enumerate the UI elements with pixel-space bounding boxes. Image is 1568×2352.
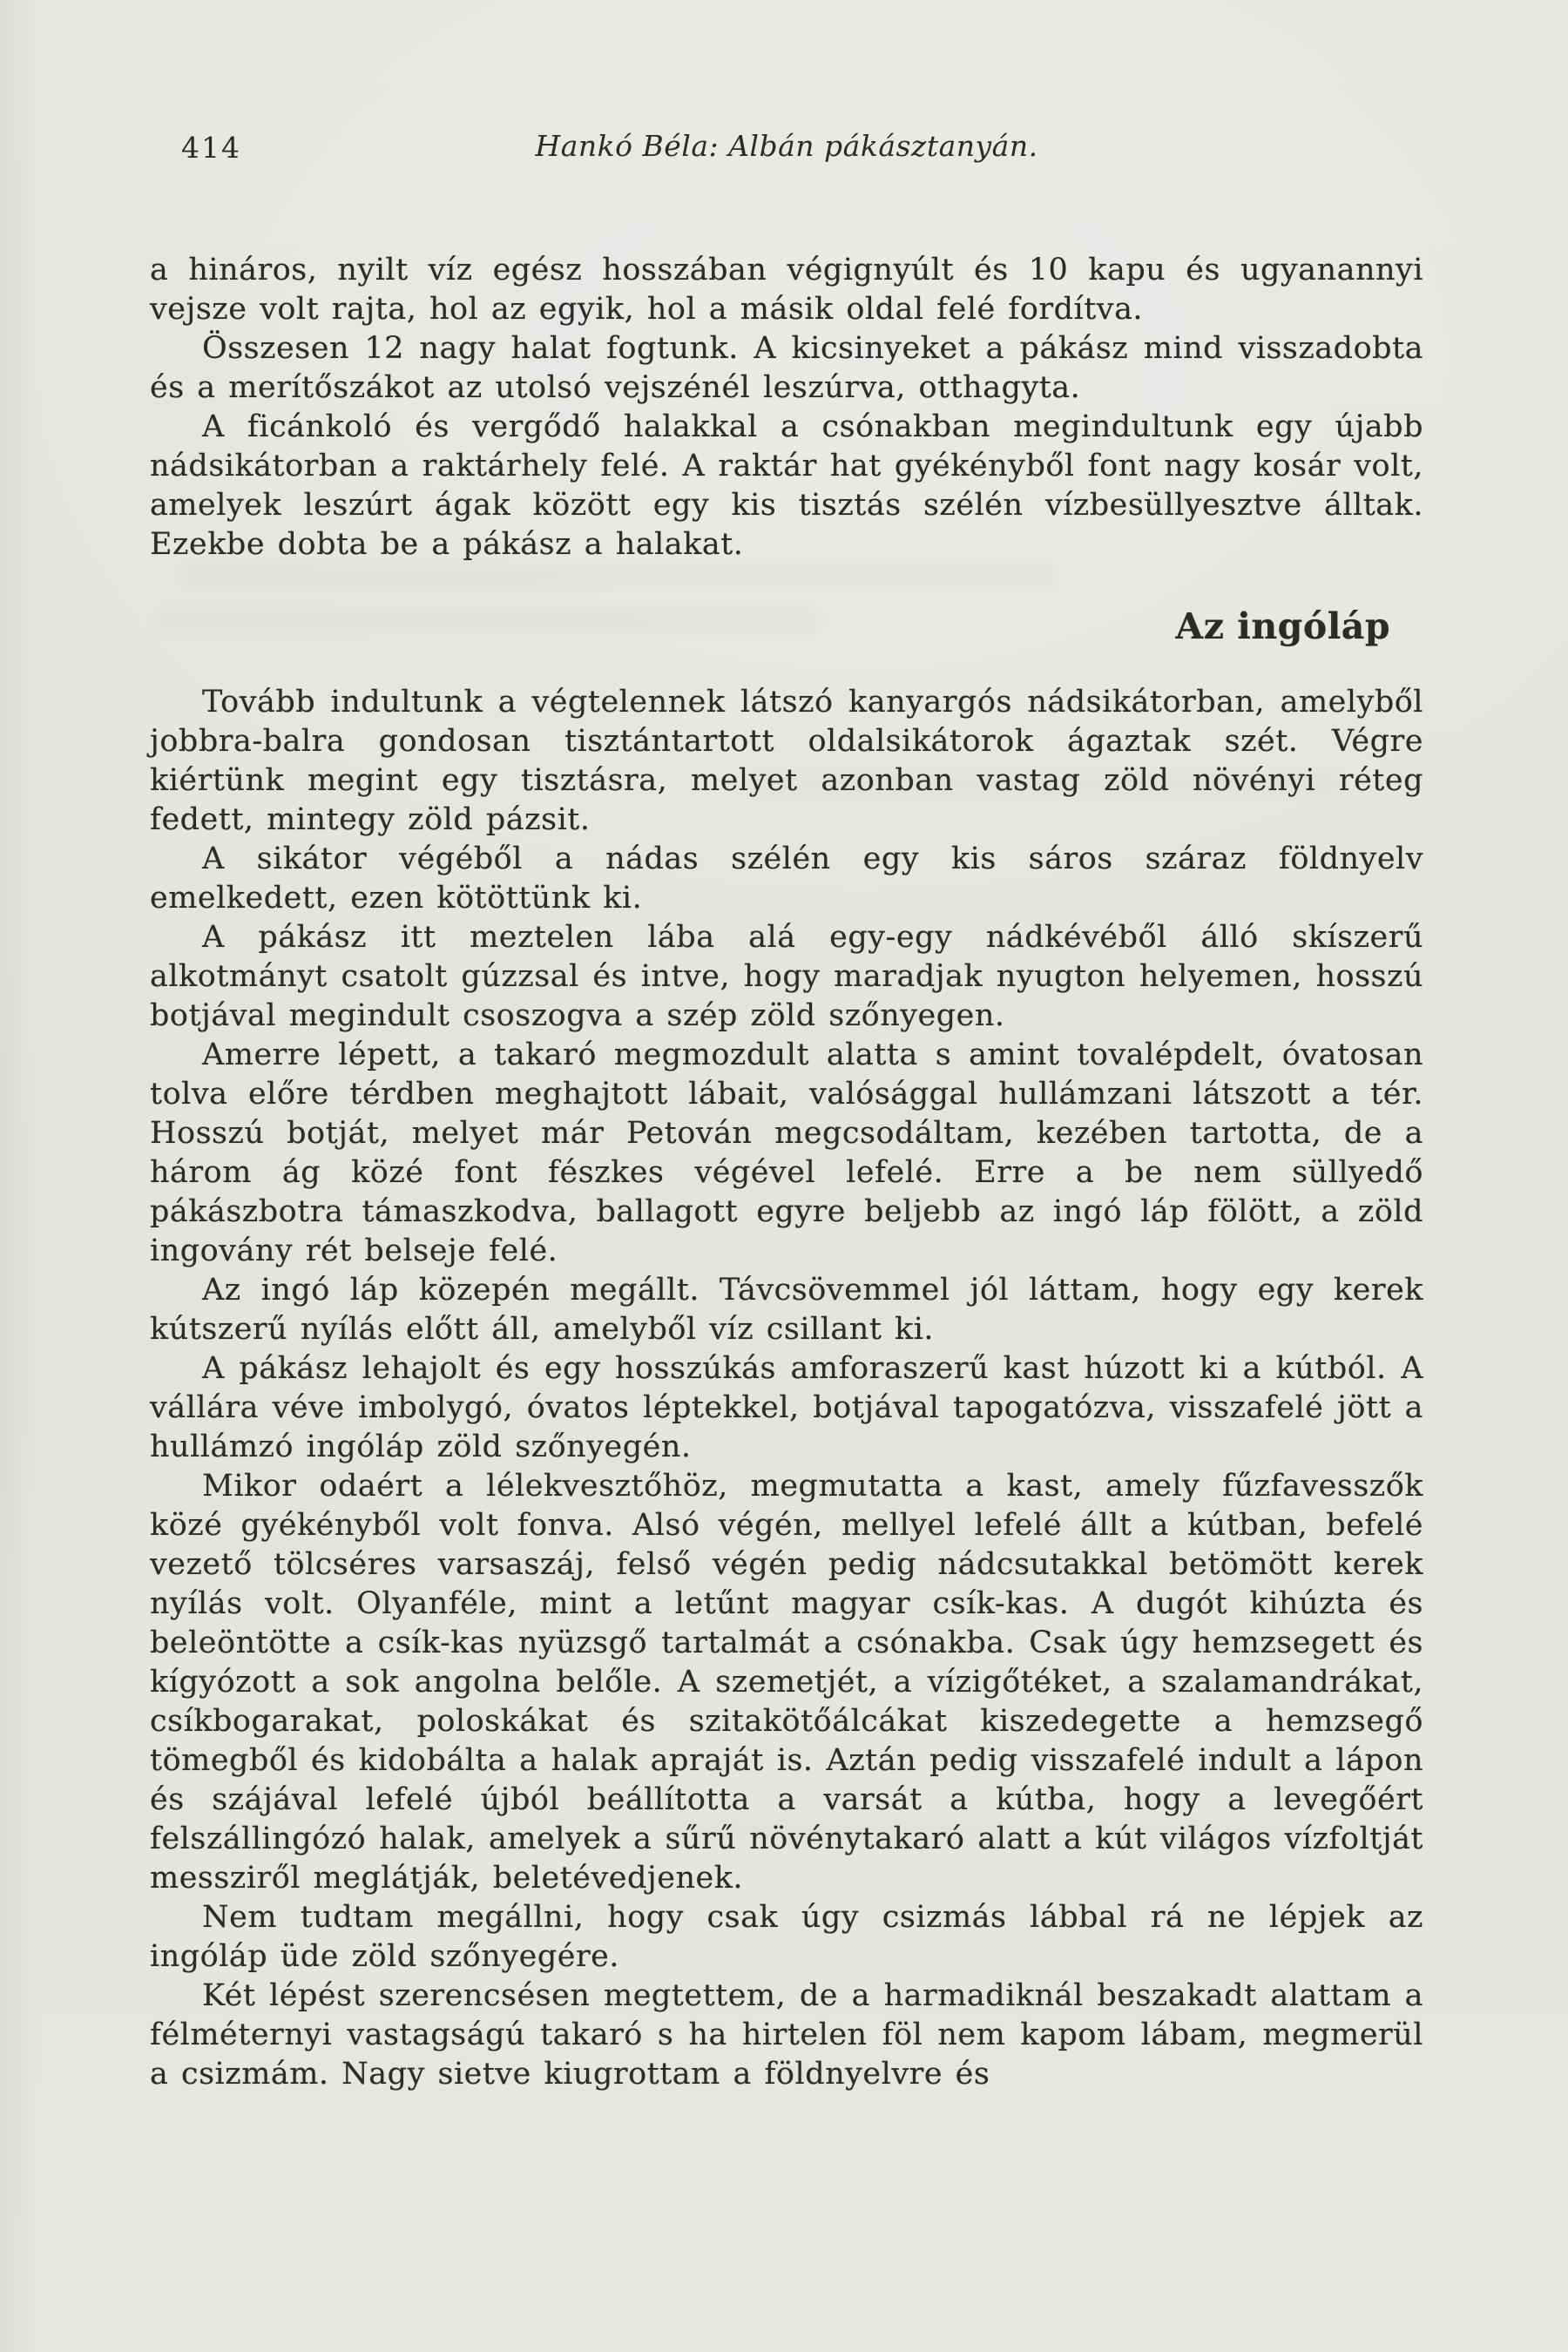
paragraph: A pákász lehajolt és egy hosszúkás amforaszerű kast húzott ki a kútból. A vállára véve imbolygó, óvatos léptekkel, botjával tapogatózva, visszafelé jött a hullámzó ingóláp zöld szőnyegén. (150, 1351, 1423, 1464)
running-head (150, 129, 1423, 169)
paragraph: Két lépést szerencsésen megtettem, de a harmadiknál beszakadt alattam a félméternyi vastagságú takaró s ha hirtelen föl nem kapom lábam, megmerül a csizmám. Nagy sietve kiugrottam a földnyelvre és (150, 1978, 1423, 2092)
paragraph: Az ingó láp közepén megállt. Távcsövemmel jól láttam, hogy egy kerek kútszerű nyílás előtt áll, amelyből víz csillant ki. (150, 1273, 1423, 1347)
page-number: 414 (181, 131, 241, 165)
section-heading: Az ingóláp (1175, 605, 1390, 647)
paragraph: Mikor odaért a lélekvesztőhöz, megmutatta a kast, amely fűzfavesszők közé gyékényből volt fonva. Alsó végén, mellyel lefelé állt a kútban, befelé vezető tölcséres varsaszáj, felső végén pedig nádcsutakkal betömött kerek nyílás volt. Olyanféle, mint a letűnt magyar csík-kas. A dugót kihúzta és beleöntötte a csík-kas nyüzsgő tartalmát a csónakba. Csak úgy hemzsegett és kígyózott a sok angolna belőle. A szemetjét, a vízigőtéket, a szalamandrákat, csíkbogarakat, poloskákat és szitakötőálcákat kiszedegette a hemzsegő tömegből és kidobálta a halak apraját is. Aztán pedig visszafelé indult a lápon és szájával lefelé újból beállította a varsát a kútba, hogy a levegőért felszállingózó halak, amelyek a sűrű növénytakaró alatt a kút világos vízfoltját messziről meglátják, beletévedjenek. (150, 1469, 1423, 1896)
paragraph: Tovább indultunk a végtelennek látszó kanyargós nádsikátorban, amelyből jobbra-balra gondosan tisztántartott oldalsikátorok ágaztak szét. Végre kiértünk megint egy tisztásra, melyet azonban vastag zöld növényi réteg fedett, mintegy zöld pázsit. (150, 685, 1423, 837)
text-block-before-heading (150, 251, 1423, 564)
paragraph: a hináros, nyilt víz egész hosszában végignyúlt és 10 kapu és ugyanannyi vejsze volt rajta, hol az egyik, hol a másik oldal felé fordítva. (150, 253, 1423, 327)
paragraph: A ficánkoló és vergődő halakkal a csónakban megindultunk egy újabb nádsikátorban a raktárhely felé. A raktár hat gyékényből font nagy kosár volt, amelyek leszúrt ágak között egy kis tisztás szélén vízbesüllyesztve álltak. Ezekbe dobta be a pákász a halakat. (150, 409, 1423, 562)
paragraph: A pákász itt meztelen lába alá egy-egy nádkévéből álló skíszerű alkotmányt csatolt gúzzsal és intve, hogy maradjak nyugton helyemen, hosszú botjával megindult csoszogva a szép zöld szőnyegen. (150, 920, 1423, 1033)
running-title: Hankó Béla: Albán pákásztanyán. (535, 129, 1038, 163)
paragraph: Nem tudtam megállni, hogy csak úgy csizmás lábbal rá ne lépjek az ingóláp üde zöld szőnyegére. (150, 1900, 1423, 1974)
paragraph: Összesen 12 nagy halat fogtunk. A kicsinyeket a pákász mind visszadobta és a merítőszákot az utolsó vejszénél leszúrva, otthagyta. (150, 331, 1423, 405)
paragraph: Amerre lépett, a takaró megmozdult alatta s amint tovalépdelt, óvatosan tolva előre térdben meghajtott lábait, valósággal hullámzani látszott a tér. Hosszú botját, melyet már Petován megcsodáltam, kezében tartotta, de a három ág közé font fészkes végével lefelé. Erre a be nem süllyedő pákászbotra támaszkodva, ballagott egyre beljebb az ingó láp fölött, a zöld ingovány rét belseje felé. (150, 1037, 1423, 1268)
text-block-after-heading (150, 683, 1423, 2094)
paragraph: A sikátor végéből a nádas szélén egy kis sáros száraz földnyelv emelkedett, ezen kötöttünk ki. (150, 841, 1423, 916)
show-through-artifact (183, 564, 1054, 587)
